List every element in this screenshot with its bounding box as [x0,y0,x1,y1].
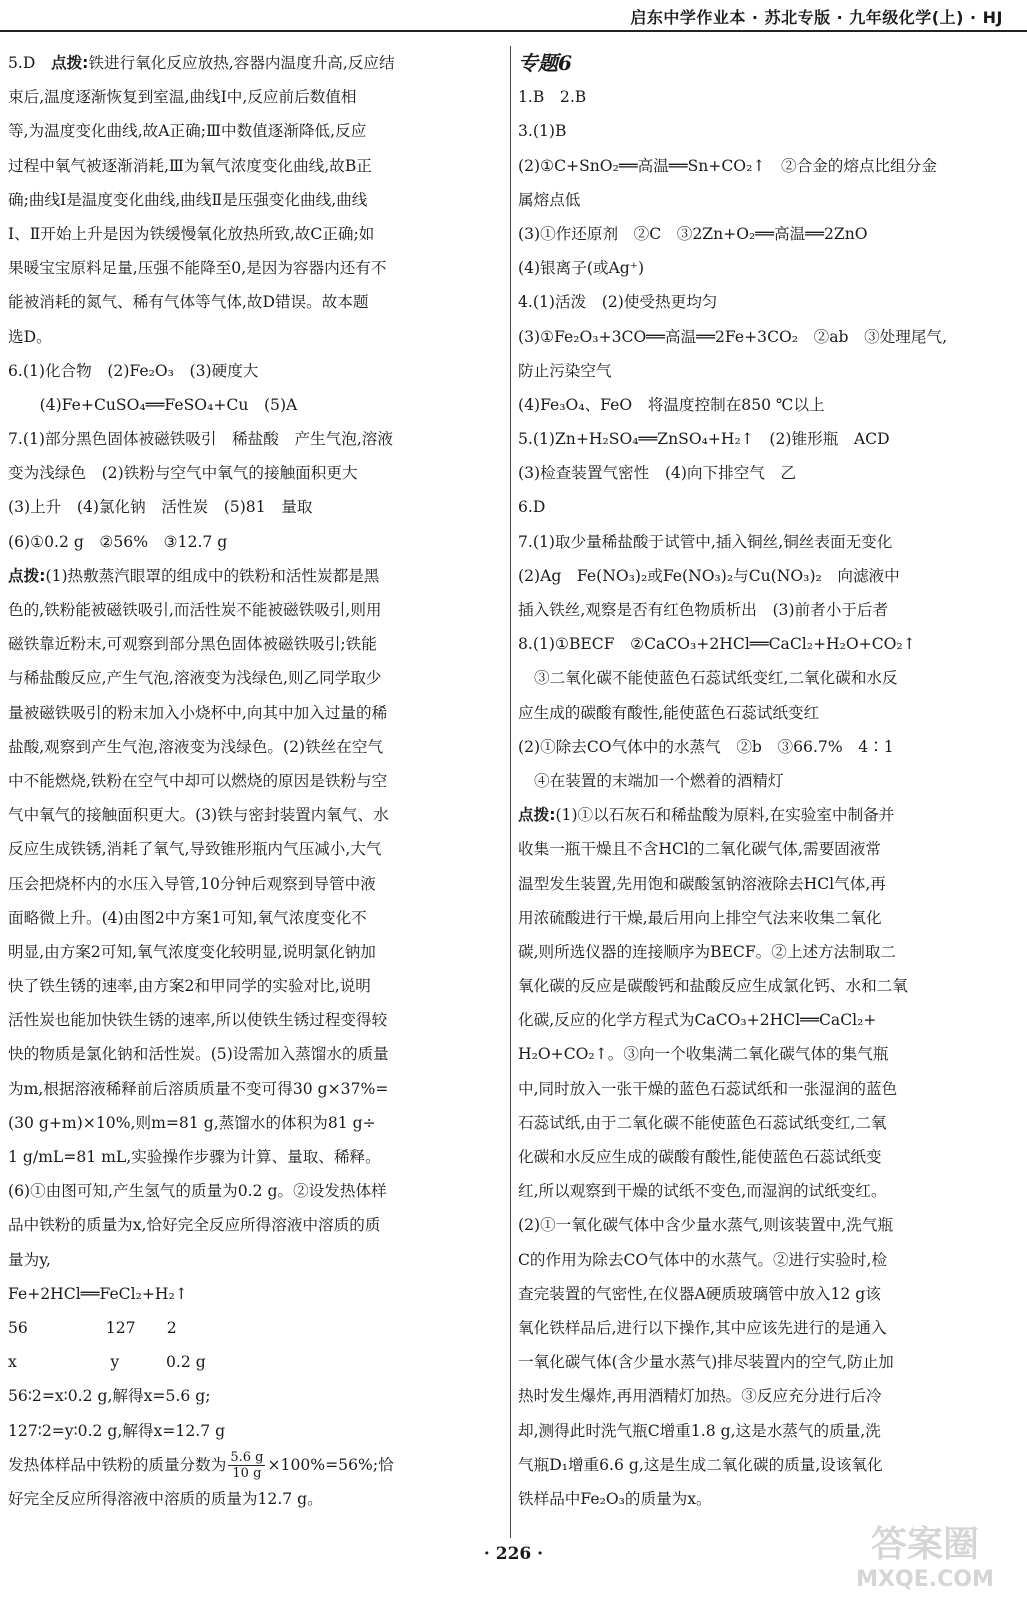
left-line: (6)①由图可知,产生氢气的质量为0.2 g。②设发热体样 [8,1182,387,1201]
right-line: C的作用为除去CO气体中的水蒸气。②进行实验时,检 [518,1250,888,1269]
fraction-prefix: 发热体样品中铁粉的质量分数为 [8,1455,227,1474]
fraction-numerator: 5.6 g [230,1450,264,1466]
right-line: (4)银离子(或Ag⁺) [518,259,645,278]
right-line: 1.B 2.B [518,88,587,107]
left-line: 磁铁靠近粉末,可观察到部分黑色固体被磁铁吸引;铁能 [8,635,377,654]
left-line: 中不能燃烧,铁粉在空气中却可以燃烧的原因是铁粉与空 [8,771,388,790]
fraction-denominator: 10 g [232,1466,262,1482]
left-line: (30 g+m)×10%,则m=81 g,蒸馏水的体积为81 g÷ [8,1113,376,1132]
left-line: 活性炭也能加快铁生锈的速率,所以使铁生锈过程变得较 [8,1011,388,1030]
right-line: 氧化碳的反应是碳酸钙和盐酸反应生成氯化钙、水和二氧 [518,977,908,996]
left-line: 量为y, [8,1250,51,1269]
right-line: 一氧化碳气体(含少量水蒸气)排尽装置内的空气,防止加 [518,1353,894,1372]
right-line: (3)①作还原剂 ②C ③2Zn+O₂══高温══2ZnO [518,224,868,243]
right-line: (4)Fe₃O₄、FeO 将温度控制在850 ℃以上 [518,395,825,414]
left-line: 盐酸,观察到产生气泡,溶液变为浅绿色。(2)铁丝在空气 [8,737,384,756]
right-line: 7.(1)取少量稀盐酸于试管中,插入铜丝,铜丝表面无变化 [518,532,893,551]
left-line: 气中氧气的接触面积更大。(3)铁与密封装置内氧气、水 [8,806,389,825]
left-fraction-line [8,1448,500,1482]
right-line: 4.(1)活泼 (2)使受热更均匀 [518,293,718,312]
left-line: 127∶2=y∶0.2 g,解得x=12.7 g [8,1421,226,1440]
watermark-domain: MXQE.COM [856,1567,994,1592]
left-line: (3)上升 (4)氯化钠 活性炭 (5)81 量取 [8,498,313,517]
left-line: 快了铁生锈的速率,由方案2和甲同学的实验对比,说明 [8,977,371,996]
right-line: (2)①C+SnO₂══高温══Sn+CO₂↑ ②合金的熔点比组分金 [518,156,937,175]
watermark-text: 答案圈 [870,1524,980,1565]
right-line: ③二氧化碳不能使蓝色石蕊试纸变红,二氧化碳和水反 [534,669,898,688]
left-line: 量被磁铁吸引的粉末加入小烧杯中,向其中加入过量的稀 [8,703,388,722]
right-line: 中,同时放入一张干燥的蓝色石蕊试纸和一张湿润的蓝色 [518,1079,898,1098]
left-line: x y 0.2 g [8,1353,206,1372]
left-line: (6)①0.2 g ②56% ③12.7 g [8,532,228,551]
left-line: 5.D 点拨:铁进行氧化反应放热,容器内温度升高,反应结 [8,54,395,72]
right-column [518,46,998,1516]
left-line: 点拨:(1)热敷蒸汽眼罩的组成中的铁粉和活性炭都是黑 [8,566,380,585]
right-line: 却,测得此时洗气瓶C增重1.8 g,这是水蒸气的质量,洗 [518,1421,881,1440]
left-line: 确;曲线Ⅰ是温度变化曲线,曲线Ⅱ是压强变化曲线,曲线 [8,190,368,209]
left-line: 品中铁粉的质量为x,恰好完全反应所得溶液中溶质的质 [8,1216,381,1235]
right-line: 8.(1)①BECF ②CaCO₃+2HCl══CaCl₂+H₂O+CO₂↑ [518,635,916,654]
right-line: 插入铁丝,观察是否有红色物质析出 (3)前者小于后者 [518,601,889,619]
right-line: 点拨:(1)①以石灰石和稀盐酸为原料,在实验室中制备并 [518,806,895,825]
left-line: 1 g/mL=81 mL,实验操作步骤为计算、量取、稀释。 [8,1148,381,1166]
left-line: Ⅰ、Ⅱ开始上升是因为铁缓慢氧化放热所致,故C正确;如 [8,224,375,243]
left-last-line: 好完全反应所得溶液中溶质的质量为12.7 g。 [8,1489,323,1508]
right-line: 铁样品中Fe₂O₃的质量为x。 [518,1489,712,1508]
page-header [0,0,1027,30]
right-line: 收集一瓶干燥且不含HCl的二氧化碳气体,需要固液常 [518,840,881,859]
left-line: 束后,温度逐渐恢复到室温,曲线Ⅰ中,反应前后数值相 [8,88,357,107]
left-line: 与稀盐酸反应,产生气泡,溶液变为浅绿色,则乙同学取少 [8,669,382,688]
right-line: 化碳和水反应生成的碳酸有酸性,能使蓝色石蕊试纸变 [518,1148,882,1166]
left-line: 等,为温度变化曲线,故A正确;Ⅲ中数值逐渐降低,反应 [8,122,367,141]
header-title: 启东中学作业本 · 苏北专版 · 九年级化学(上) · HJ [630,8,1003,27]
right-line: 红,所以观察到干燥的试纸不变色,而湿润的试纸变红。 [518,1182,887,1201]
left-line: 变为浅绿色 (2)铁粉与空气中氧气的接触面积更大 [8,464,358,483]
left-line: 压会把烧杯内的水压入导管,10分钟后观察到导管中液 [8,874,376,893]
left-line: 6.(1)化合物 (2)Fe₂O₃ (3)硬度大 [8,361,259,380]
watermark-logo [830,1514,1020,1594]
right-line: 属熔点低 [518,190,581,209]
right-line: 6.D [518,498,546,517]
right-line: 化碳,反应的化学方程式为CaCO₃+2HCl══CaCl₂+ [518,1011,877,1030]
right-line: ④在装置的末端加一个燃着的酒精灯 [534,771,784,790]
right-line: 用浓硫酸进行干燥,最后用向上排空气法来收集二氧化 [518,908,882,927]
left-line: 反应生成铁锈,消耗了氧气,导致锥形瓶内气压减小,大气 [8,840,382,859]
right-line: 防止污染空气 [518,361,612,380]
fraction [228,1450,265,1481]
left-line: 过程中氧气被逐渐消耗,Ⅲ为氧气浓度变化曲线,故B正 [8,156,372,175]
header-rule [0,30,1027,32]
left-line: Fe+2HCl══FeCl₂+H₂↑ [8,1284,188,1303]
right-line: 石蕊试纸,由于二氧化碳不能使蓝色石蕊试纸变红,二氧 [518,1113,887,1132]
left-line: 快的物质是氯化钠和活性炭。(5)设需加入蒸馏水的质量 [8,1045,389,1064]
right-line: 温型发生装置,先用饱和碳酸氢钠溶液除去HCl气体,再 [518,874,886,893]
left-line: (4)Fe+CuSO₄══FeSO₄+Cu (5)A [24,395,298,414]
fraction-suffix: ×100%=56%;恰 [267,1455,394,1474]
right-line: (3)①Fe₂O₃+3CO══高温══2Fe+3CO₂ ②ab ③处理尾气, [518,327,948,346]
tip-label: 点拨: [50,54,89,72]
right-line: 热时发生爆炸,再用酒精灯加热。③反应充分进行后冷 [518,1387,882,1406]
right-line: 氧化铁样品后,进行以下操作,其中应该先进行的是通入 [518,1318,887,1337]
right-line: 气瓶D₁增重6.6 g,这是生成二氧化碳的质量,设该氧化 [518,1455,883,1474]
left-line: 果暖宝宝原料足量,压强不能降至0,是因为容器内还有不 [8,259,387,278]
right-line: 5.(1)Zn+H₂SO₄══ZnSO₄+H₂↑ (2)锥形瓶 ACD [518,430,890,449]
section-title: 专题6 [518,51,572,75]
right-line: 应生成的碳酸有酸性,能使蓝色石蕊试纸变红 [518,703,820,722]
left-line: 56 127 2 [8,1318,177,1337]
right-line: 查完装置的气密性,在仪器A硬质玻璃管中放入12 g该 [518,1284,881,1303]
tip-label: 点拨: [518,806,556,825]
left-line: 色的,铁粉能被磁铁吸引,而活性炭不能被磁铁吸引,则用 [8,601,382,619]
right-line: 3.(1)B [518,122,567,141]
right-line: (2)①除去CO气体中的水蒸气 ②b ③66.7% 4∶1 [518,737,894,756]
right-line: H₂O+CO₂↑。③向一个收集满二氧化碳气体的集气瓶 [518,1045,889,1064]
left-line: 为m,根据溶液稀释前后溶质质量不变可得30 g×37%= [8,1079,389,1098]
left-line: 选D。 [8,327,52,346]
left-line: 面略微上升。(4)由图2中方案1可知,氧气浓度变化不 [8,908,367,927]
left-line: 能被消耗的氮气、稀有气体等气体,故D错误。故本题 [8,293,369,312]
page-number: · 226 · [483,1544,544,1564]
left-line: 7.(1)部分黑色固体被磁铁吸引 稀盐酸 产生气泡,溶液 [8,430,393,449]
left-line: 明显,由方案2可知,氧气浓度变化较明显,说明氯化钠加 [8,942,376,961]
left-column [8,46,500,1516]
column-divider [510,46,511,1538]
right-line: (2)①一氧化碳气体中含少量水蒸气,则该装置中,洗气瓶 [518,1216,894,1235]
right-line: 碳,则所选仪器的连接顺序为BECF。②上述方法制取二 [518,942,897,961]
right-line: (2)Ag Fe(NO₃)₂或Fe(NO₃)₂与Cu(NO₃)₂ 向滤液中 [518,566,900,585]
left-line: 56∶2=x∶0.2 g,解得x=5.6 g; [8,1387,211,1406]
right-line: (3)检查装置气密性 (4)向下排空气 乙 [518,464,797,483]
tip-label: 点拨: [8,566,46,585]
